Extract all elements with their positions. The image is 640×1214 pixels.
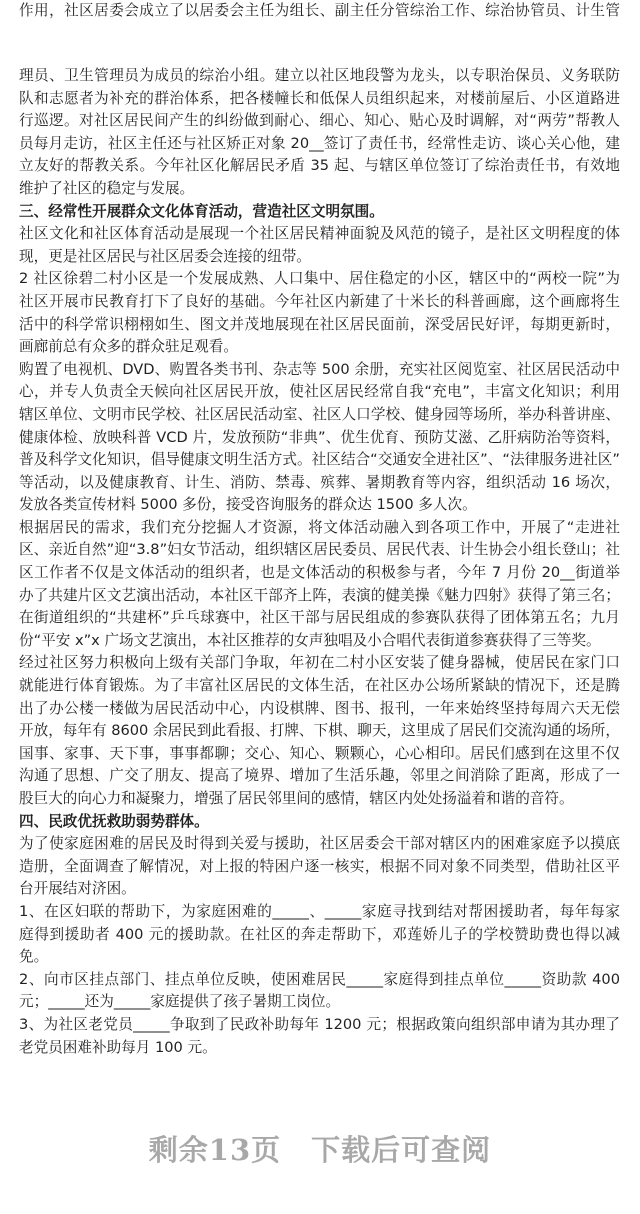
remaining-pages-label[interactable]: 剩余13页 [148, 1133, 282, 1167]
text-line: 区、亲近自然”迎“3.8”妇女节活动，组织辖区居民委员、居民代表、计生协会小组长登山；社 [19, 541, 620, 559]
text-line: 三、经常性开展群众文化体育活动，营造社区文明氛围。 [19, 202, 384, 220]
text-line: 员每月走访，社区主任还与社区矫正对象 20__签订了责任书，经常性走访、谈心关心他，建 [19, 134, 620, 152]
download-prompt[interactable] [0, 1128, 640, 1169]
text-line: 社区文化和社区体育活动是展现一个社区居民精神面貌及风范的镜子，是社区文明程度的体 [19, 225, 620, 243]
text-line: 在街道组织的“共建杯”乒乓球赛中，社区干部与居民组成的参赛队获得了团体第五名；九月 [19, 609, 620, 627]
text-line: 庭得到援助者 400 元的援助款。在社区的奔走帮助下，邓莲娇儿子的学校赞助费也得以减 [19, 925, 620, 943]
paragraph [19, 969, 620, 1014]
text-line: 发放各类宣传材料 5000 多份，接受咨询服务的群众达 1500 多人次。 [19, 496, 477, 514]
text-line: 沟通了思想、广交了朋友、提高了境界、增加了生活乐趣，邻里之间消除了距离，形成了一 [19, 767, 620, 785]
text-line: 经过社区努力积极向上级有关部门争取，年初在二村小区安装了健身器械，使居民在家门口 [19, 654, 620, 672]
paragraph [19, 65, 620, 201]
text-line: 社区开展市民教育打下了良好的基础。今年社区内新建了十米长的科普画廊，这个画廊将生 [19, 292, 620, 310]
text-line: 元；_____还为_____家庭提供了孩子暑期工岗位。 [19, 993, 341, 1011]
text-line: 等活动，以及健康教育、计生、消防、禁毒、殡葬、暑期教育等内容，组织活动 16 场次， [19, 473, 620, 491]
text-line: 普及科学文化知识，倡导健康文明生活方式。社区结合“交通安全进社区”、“法律服务进社区” [19, 451, 620, 469]
text-line: 现，更是社区居民与社区居委会连接的纽带。 [19, 247, 311, 265]
text-line: 老党员困难补助每月 100 元。 [19, 1038, 217, 1056]
text-line: 根据居民的需求，我们充分挖掘人才资源，将文体活动融入到各项工作中，开展了“走进社 [19, 518, 620, 536]
text-line: 1、在区妇联的帮助下，为家庭困难的_____、_____家庭寻找到结对帮困援助者，每年每家 [19, 902, 620, 920]
text-line: 活中的科学常识栩栩如生、图文并茂地展现在社区居民面前，深受居民好评，每期更新时， [19, 315, 620, 333]
text-line: 国事、家事、天下事，事事都聊；交心、知心、颗颗心，心心相印。居民们感到在这里不仅 [19, 744, 620, 762]
document-top [19, 0, 620, 23]
text-line: 3、为社区老党员_____争取到了民政补助每年 1200 元；根据政策向组织部申请为其办理了 [19, 1015, 620, 1033]
text-line: 造册，全面调查了解情况，对上报的特困户逐一核实，根据不同对象不同类型，借助社区平 [19, 857, 620, 875]
paragraph [19, 517, 620, 653]
text-line: 股巨大的向心力和凝聚力，增强了居民邻里间的感情，辖区内处处扬溢着和谐的音符。 [19, 790, 574, 807]
paragraph [19, 223, 620, 268]
text-line: 心，并专人负责全天候向社区居民开放，使社区居民经常自我“充电”，丰富文化知识；利用 [19, 383, 620, 401]
paragraph [19, 833, 620, 901]
paragraph [19, 1014, 620, 1059]
text-line: 就能进行体育锻炼。为了丰富社区居民的文体生活，在社区办公场所紧缺的情况下，还是腾 [19, 677, 620, 695]
text-line: 2 社区徐碧二村小区是一个发展成熟、人口集中、居住稳定的小区，辖区中的“两校一院”为 [19, 270, 620, 288]
section-heading [19, 201, 620, 224]
section-heading [19, 811, 620, 834]
text-line: 辖区单位、文明市民学校、社区居民活动室、社区人口学校、健身园等场所，举办科普讲座、 [19, 405, 620, 423]
document-body [19, 65, 620, 1059]
text-line: 购置了电视机、DVD、购置各类书刊、杂志等 500 余册，充实社区阅览室、社区居民活动中 [19, 360, 620, 378]
text-line: 出了办公楼一楼做为居民活动中心，内设棋牌、图书、报刊，一年来始终坚持每周六天无偿 [19, 699, 620, 717]
text-line: 免。 [19, 948, 49, 966]
paragraph [19, 901, 620, 969]
text-line: 理员、卫生管理员为成员的综治小组。建立以社区地段警为龙头，以专职治保员、义务联防 [19, 67, 620, 84]
text-line: 行巡逻。对社区居民间产生的纠纷做到耐心、细心、知心、贴心及时调解，对“两劳”帮教人 [19, 112, 620, 130]
paragraph [19, 268, 620, 358]
paragraph [19, 359, 620, 517]
text-line: 区工作者不仅是文体活动的组织者，也是文体活动的积极参与者，今年 7 月份 20__街道举 [19, 564, 620, 582]
text-line: 队和志愿者为补充的群治体系，把各楼幢长和低保人员组织起来，对楼前屋后、小区道路进 [19, 89, 620, 107]
text-line: 为了使家庭困难的居民及时得到关爱与援助，社区居委会干部对辖区内的困难家庭予以摸底 [19, 835, 620, 853]
text-line: 办了共建片区文艺演出活动，本社区干部齐上阵，表演的健美操《魅力四射》获得了第三名； [19, 586, 620, 604]
download-hint-label[interactable]: 下载后可查阅 [311, 1133, 492, 1167]
text-line: 台开展结对济困。 [19, 880, 136, 898]
text-line: 画廊前总有众多的群众驻足观看。 [19, 338, 238, 356]
text-line: 份“平安 x”x 广场文艺演出，本社区推荐的女声独唱及小合唱代表街道参赛获得了三等奖。 [19, 631, 601, 649]
text-line: 开放，每年有 8600 余居民到此看报、打牌、下棋、聊天，这里成了居民们交流沟通的场所， [19, 722, 620, 740]
text-line: 立友好的帮教关系。今年社区化解居民矛盾 35 起、与辖区单位签订了综治责任书，有效地 [19, 157, 620, 175]
text-line: 2、向市区挂点部门、挂点单位反映，使困难居民_____家庭得到挂点单位_____资助款 400 [19, 970, 620, 988]
text-line: 作用，社区居委会成立了以居委会主任为组长、副主任分管综治工作、综治协管员、计生管 [19, 2, 620, 19]
text-line: 四、民政优抚救助弱势群体。 [19, 812, 209, 830]
paragraph [19, 652, 620, 810]
text-line: 维护了社区的稳定与发展。 [19, 179, 195, 197]
text-line: 健康体检、放映科普 VCD 片，发放预防“非典”、优生优育、预防艾滋、乙肝病防治等资料， [19, 428, 620, 446]
